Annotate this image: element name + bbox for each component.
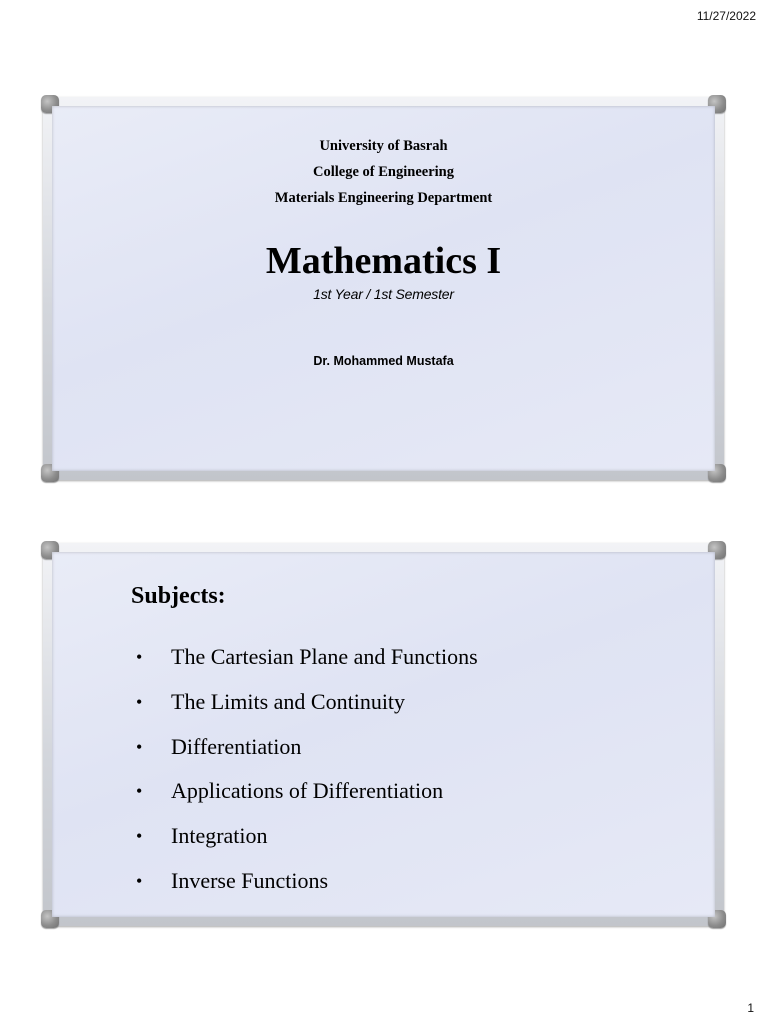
subject-label: The Limits and Continuity (171, 688, 406, 714)
subject-label: Applications of Differentiation (171, 778, 444, 804)
title-block (52, 133, 715, 369)
bullet-icon: • (136, 736, 143, 757)
print-date: 11/27/2022 (696, 9, 756, 23)
subject-label: Differentiation (171, 733, 302, 759)
list-item (136, 680, 478, 725)
whiteboard-frame (43, 543, 724, 926)
list-item (136, 769, 478, 814)
bullet-icon: • (136, 691, 143, 712)
subject-label: Inverse Functions (171, 867, 329, 893)
subject-label: The Cartesian Plane and Functions (171, 644, 478, 669)
page-number: 1 (747, 1001, 754, 1015)
list-item (136, 859, 478, 904)
bullet-icon: • (136, 826, 143, 847)
subject-label: Integration (171, 823, 268, 849)
subjects-slide (43, 543, 724, 926)
whiteboard-surface (52, 552, 715, 917)
whiteboard-surface (52, 106, 715, 471)
bullet-icon: • (136, 647, 143, 667)
university-name: University of Basrah (319, 138, 448, 154)
bullet-icon: • (136, 870, 143, 891)
department-name: Materials Engineering Department (274, 190, 493, 206)
list-item (136, 725, 478, 770)
course-title: Mathematics I (265, 240, 502, 282)
course-subtitle: 1st Year / 1st Semester (313, 286, 454, 302)
bullet-icon: • (136, 781, 143, 802)
college-name: College of Engineering (313, 164, 454, 180)
subjects-list (136, 635, 478, 904)
list-item (136, 635, 478, 680)
subjects-heading: Subjects: (131, 583, 226, 609)
title-slide (43, 97, 724, 480)
list-item (136, 814, 478, 859)
whiteboard-frame (43, 97, 724, 480)
author-name: Dr. Mohammed Mustafa (313, 354, 454, 368)
